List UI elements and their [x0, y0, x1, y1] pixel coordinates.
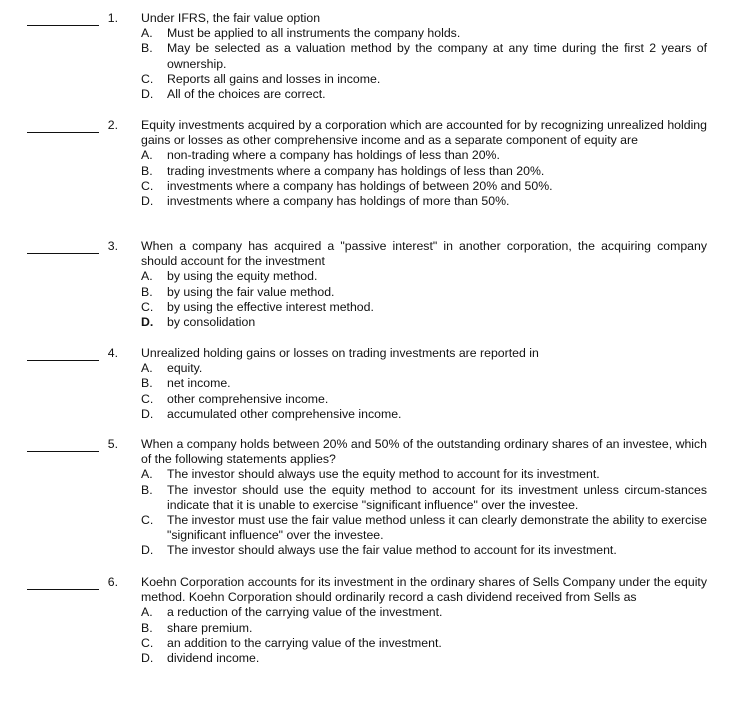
choice-letter: C.	[141, 635, 154, 650]
choice-letter: A.	[141, 361, 153, 376]
answer-blank[interactable]	[27, 118, 99, 133]
choice-d	[141, 87, 707, 102]
choice-c	[141, 513, 707, 543]
choice-c	[141, 300, 707, 315]
choice-letter: D.	[141, 651, 154, 666]
answer-blank[interactable]	[27, 11, 99, 26]
answer-blank[interactable]	[27, 575, 99, 590]
choice-c	[141, 636, 707, 651]
choice-b	[141, 621, 707, 636]
choice-text: equity.	[167, 361, 203, 376]
choice-d	[141, 194, 707, 209]
choice-c	[141, 392, 707, 407]
choice-letter: C.	[141, 513, 154, 528]
choice-text: dividend income.	[167, 651, 260, 666]
choice-text: share premium.	[167, 620, 253, 635]
choice-letter: C.	[141, 178, 154, 193]
choice-letter: D.	[141, 406, 154, 421]
question-number: 5.	[107, 437, 118, 451]
choice-d	[141, 543, 707, 558]
choice-text: May be selected as a valuation method by the company at any time during the first 2 years of ownership.	[167, 41, 707, 71]
choice-letter: A.	[141, 269, 153, 284]
question-number: 4.	[107, 346, 118, 360]
choice-a	[141, 148, 707, 163]
choice-text: by using the effective interest method.	[167, 299, 374, 314]
question-body	[141, 11, 707, 102]
choice-text: by using the equity method.	[167, 269, 318, 284]
question-body	[141, 437, 707, 559]
choice-letter: D.	[141, 315, 154, 330]
choice-b	[141, 164, 707, 179]
question-stem: When a company holds between 20% and 50% of the outstanding ordinary shares of an investee, which of the following statements applies?	[141, 437, 708, 467]
question-body	[141, 346, 707, 422]
choice-text: trading investments where a company has holdings of less than 20%.	[167, 163, 545, 178]
choice-text: All of the choices are correct.	[167, 87, 326, 102]
choice-a	[141, 269, 707, 284]
choice-letter: B.	[141, 41, 153, 56]
answer-blank[interactable]	[27, 239, 99, 254]
question-body	[141, 118, 707, 209]
choice-a	[141, 26, 707, 41]
answer-blank[interactable]	[27, 346, 99, 361]
choice-c	[141, 72, 707, 87]
choice-d	[141, 407, 707, 422]
question-number: 2.	[107, 118, 118, 132]
choice-letter: D.	[141, 543, 154, 558]
question-number: 6.	[107, 575, 118, 589]
choice-letter: D.	[141, 194, 154, 209]
choice-text: by using the fair value method.	[167, 284, 335, 299]
question-stem: Equity investments acquired by a corporation which are accounted for by recognizing unrealized holding gains or losses as other comprehensive income and as a separate component of equity are	[141, 118, 707, 148]
choice-letter: A.	[141, 605, 153, 620]
question-stem: When a company has acquired a "passive interest" in another corporation, the acquiring company should account for the investment	[141, 239, 707, 269]
choice-letter: A.	[141, 148, 153, 163]
choice-text: accumulated other comprehensive income.	[167, 406, 402, 421]
choice-letter: B.	[141, 620, 153, 635]
choice-c	[141, 179, 707, 194]
choice-text: other comprehensive income.	[167, 391, 329, 406]
question-stem: Koehn Corporation accounts for its investment in the ordinary shares of Sells Company under the equity method. Koehn Corporation should ordinarily record a cash dividend received from Sells as	[141, 575, 707, 605]
choice-letter: B.	[141, 482, 153, 497]
choice-text: by consolidation	[167, 315, 256, 330]
choice-text: investments where a company has holdings of more than 50%.	[167, 194, 510, 209]
choice-letter: A.	[141, 26, 153, 41]
choice-text: non-trading where a company has holdings of less than 20%.	[167, 148, 500, 163]
choice-b	[141, 376, 707, 391]
choice-a	[141, 361, 707, 376]
choice-b	[141, 285, 707, 300]
choice-b	[141, 41, 707, 71]
choice-text: Reports all gains and losses in income.	[167, 71, 381, 86]
question-body	[141, 239, 707, 330]
choice-text: Must be applied to all instruments the company holds.	[167, 26, 461, 41]
question-stem: Under IFRS, the fair value option	[141, 11, 321, 25]
choice-b	[141, 483, 707, 513]
choice-text: an addition to the carrying value of the investment.	[167, 635, 442, 650]
choice-text: The investor should always use the fair value method to account for its investment.	[167, 543, 617, 558]
question-number: 1.	[107, 11, 118, 25]
question-stem: Unrealized holding gains or losses on trading investments are reported in	[141, 346, 539, 360]
choice-text: The investor must use the fair value method unless it can clearly demonstrate the ability to exercise "significant influence" over the investee.	[167, 513, 707, 543]
choice-d	[141, 315, 707, 330]
question-body	[141, 575, 707, 666]
choice-letter: B.	[141, 163, 153, 178]
choice-letter: B.	[141, 284, 153, 299]
choice-text: The investor should use the equity method to account for its investment unless circum-stances indicate that it is unable to exercise "significant influence" over the investee.	[167, 482, 707, 512]
answer-blank[interactable]	[27, 437, 99, 452]
choice-text: investments where a company has holdings of between 20% and 50%.	[167, 178, 553, 193]
choice-letter: A.	[141, 467, 153, 482]
choice-letter: B.	[141, 376, 153, 391]
choice-text: net income.	[167, 376, 231, 391]
choice-a	[141, 605, 707, 620]
choice-text: a reduction of the carrying value of the investment.	[167, 605, 443, 620]
choice-text: The investor should always use the equity method to account for its investment.	[167, 467, 600, 482]
choice-letter: C.	[141, 71, 154, 86]
choice-letter: C.	[141, 299, 154, 314]
question-number: 3.	[107, 239, 118, 253]
choice-d	[141, 651, 707, 666]
choice-letter: D.	[141, 87, 154, 102]
choice-letter: C.	[141, 391, 154, 406]
choice-a	[141, 467, 707, 482]
